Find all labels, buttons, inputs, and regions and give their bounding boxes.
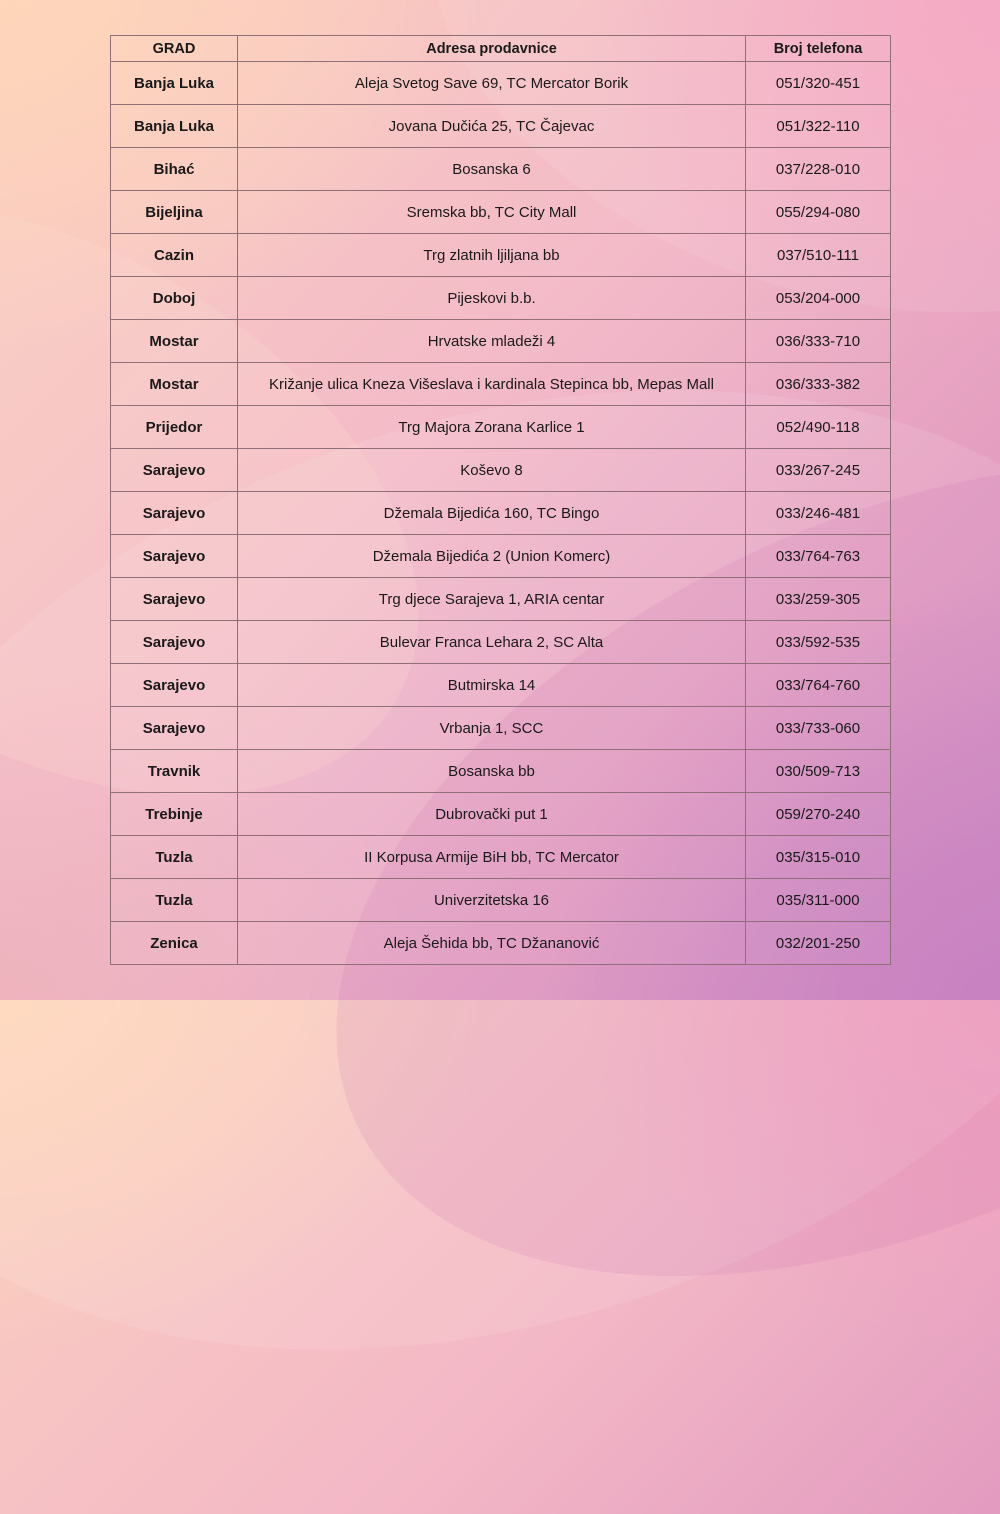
table-row [111, 535, 891, 578]
address-cell: Hrvatske mladeži 4 [238, 320, 746, 363]
table-row [111, 922, 891, 965]
phone-cell: 055/294-080 [746, 191, 891, 234]
city-cell: Travnik [111, 750, 238, 793]
phone-cell: 059/270-240 [746, 793, 891, 836]
city-cell: Trebinje [111, 793, 238, 836]
table-row [111, 320, 891, 363]
address-cell: Sremska bb, TC City Mall [238, 191, 746, 234]
city-cell: Sarajevo [111, 535, 238, 578]
address-cell: Trg djece Sarajeva 1, ARIA centar [238, 578, 746, 621]
city-cell: Sarajevo [111, 449, 238, 492]
phone-cell: 033/246-481 [746, 492, 891, 535]
table-row [111, 750, 891, 793]
table-row [111, 621, 891, 664]
phone-cell: 037/228-010 [746, 148, 891, 191]
phone-cell: 036/333-382 [746, 363, 891, 406]
phone-cell: 052/490-118 [746, 406, 891, 449]
address-cell: Bosanska bb [238, 750, 746, 793]
address-cell: II Korpusa Armije BiH bb, TC Mercator [238, 836, 746, 879]
phone-cell: 033/733-060 [746, 707, 891, 750]
address-cell: Trg zlatnih ljiljana bb [238, 234, 746, 277]
table-row [111, 105, 891, 148]
header-address: Adresa prodavnice [238, 36, 746, 62]
store-locations-table [110, 35, 891, 965]
table-row [111, 707, 891, 750]
table-row [111, 62, 891, 105]
table-row [111, 492, 891, 535]
city-cell: Tuzla [111, 879, 238, 922]
address-cell: Butmirska 14 [238, 664, 746, 707]
table-row [111, 449, 891, 492]
phone-cell: 051/320-451 [746, 62, 891, 105]
phone-cell: 037/510-111 [746, 234, 891, 277]
city-cell: Banja Luka [111, 105, 238, 148]
city-cell: Bijeljina [111, 191, 238, 234]
city-cell: Banja Luka [111, 62, 238, 105]
address-cell: Bulevar Franca Lehara 2, SC Alta [238, 621, 746, 664]
phone-cell: 033/267-245 [746, 449, 891, 492]
city-cell: Cazin [111, 234, 238, 277]
table-row [111, 191, 891, 234]
city-cell: Sarajevo [111, 664, 238, 707]
city-cell: Bihać [111, 148, 238, 191]
table-row [111, 148, 891, 191]
table-row [111, 793, 891, 836]
phone-cell: 035/315-010 [746, 836, 891, 879]
table-row [111, 836, 891, 879]
table-body [111, 62, 891, 965]
phone-cell: 030/509-713 [746, 750, 891, 793]
address-cell: Jovana Dučića 25, TC Čajevac [238, 105, 746, 148]
phone-cell: 032/201-250 [746, 922, 891, 965]
city-cell: Tuzla [111, 836, 238, 879]
address-cell: Koševo 8 [238, 449, 746, 492]
phone-cell: 033/592-535 [746, 621, 891, 664]
address-cell: Trg Majora Zorana Karlice 1 [238, 406, 746, 449]
table-row [111, 234, 891, 277]
table-row [111, 363, 891, 406]
city-cell: Doboj [111, 277, 238, 320]
city-cell: Zenica [111, 922, 238, 965]
header-city: GRAD [111, 36, 238, 62]
phone-cell: 035/311-000 [746, 879, 891, 922]
city-cell: Sarajevo [111, 492, 238, 535]
table-row [111, 406, 891, 449]
phone-cell: 033/764-760 [746, 664, 891, 707]
phone-cell: 033/764-763 [746, 535, 891, 578]
address-cell: Aleja Svetog Save 69, TC Mercator Borik [238, 62, 746, 105]
address-cell: Džemala Bijedića 2 (Union Komerc) [238, 535, 746, 578]
phone-cell: 051/322-110 [746, 105, 891, 148]
table-row [111, 277, 891, 320]
city-cell: Sarajevo [111, 707, 238, 750]
table-row [111, 578, 891, 621]
address-cell: Pijeskovi b.b. [238, 277, 746, 320]
address-cell: Aleja Šehida bb, TC Džananović [238, 922, 746, 965]
phone-cell: 036/333-710 [746, 320, 891, 363]
address-cell: Dubrovački put 1 [238, 793, 746, 836]
phone-cell: 053/204-000 [746, 277, 891, 320]
address-cell: Univerzitetska 16 [238, 879, 746, 922]
header-row [111, 36, 891, 62]
table-row [111, 879, 891, 922]
table-header [111, 36, 891, 62]
header-phone: Broj telefona [746, 36, 891, 62]
city-cell: Prijedor [111, 406, 238, 449]
address-cell: Križanje ulica Kneza Višeslava i kardinala Stepinca bb, Mepas Mall [238, 363, 746, 406]
city-cell: Mostar [111, 363, 238, 406]
address-cell: Vrbanja 1, SCC [238, 707, 746, 750]
address-cell: Džemala Bijedića 160, TC Bingo [238, 492, 746, 535]
city-cell: Mostar [111, 320, 238, 363]
phone-cell: 033/259-305 [746, 578, 891, 621]
table-row [111, 664, 891, 707]
address-cell: Bosanska 6 [238, 148, 746, 191]
city-cell: Sarajevo [111, 578, 238, 621]
city-cell: Sarajevo [111, 621, 238, 664]
